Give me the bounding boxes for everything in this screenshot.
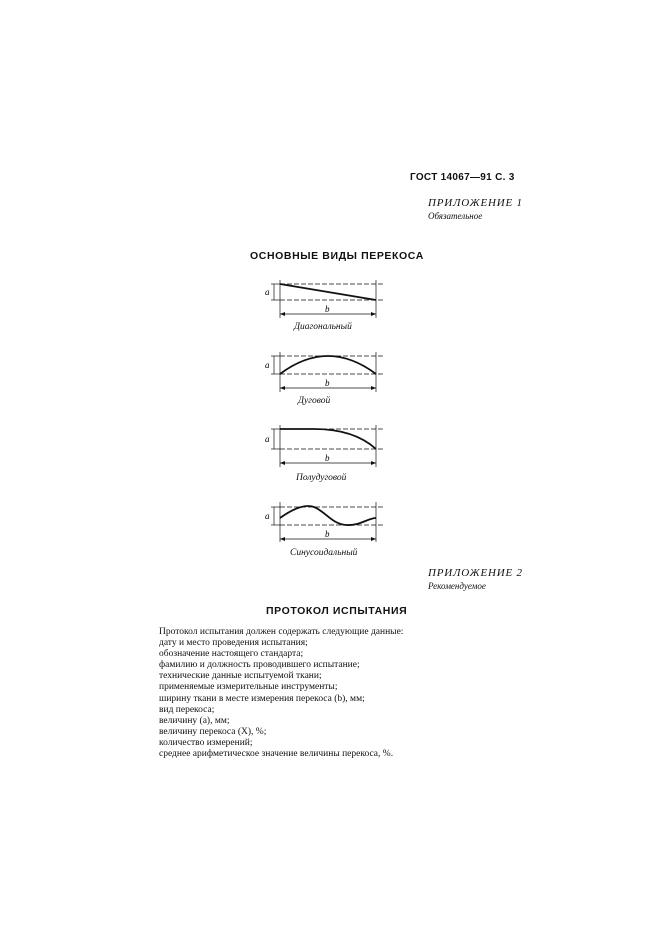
figure-2-label-a: a [265,360,270,370]
figure-4-caption: Синусоидальный [290,548,358,558]
section-title-skew-types: ОСНОВНЫЕ ВИДЫ ПЕРЕКОСА [250,250,424,262]
appendix-1-title: ПРИЛОЖЕНИЕ 1 [428,197,523,209]
section-title-test-protocol: ПРОТОКОЛ ИСПЫТАНИЯ [266,605,408,617]
protocol-line: дату и место проведения испытания; [159,638,308,649]
protocol-line: технические данные испытуемой ткани; [159,671,322,682]
appendix-2-subtitle: Рекомендуемое [428,581,486,591]
figure-diagonal [262,278,392,322]
protocol-line: фамилию и должность проводившего испытание; [159,660,360,671]
figure-4-label-a: a [265,511,270,521]
protocol-line: ширину ткани в месте измерения перекоса (b), мм; [159,693,365,704]
protocol-line: применяемые измерительные инструменты; [159,682,338,693]
protocol-line: количество измерений; [159,737,253,748]
figure-3-caption: Полудуговой [296,473,347,483]
figure-1-label-b: b [325,304,330,314]
appendix-1-subtitle: Обязательное [428,211,483,221]
figure-2-caption: Дуговой [298,396,331,406]
figure-arc [262,350,392,396]
protocol-line: величину (a), мм; [159,715,230,726]
figure-3-label-b: b [325,453,330,463]
figure-1-caption: Диагональный [294,322,352,332]
protocol-line: среднее арифметическое значение величины перекоса, %. [159,749,394,760]
figure-3-label-a: a [265,434,270,444]
protocol-line: обозначение настоящего стандарта; [159,649,304,660]
protocol-line: величину перекоса (X), %; [159,726,267,737]
figure-half-arc [262,425,392,471]
protocol-line: вид перекоса; [159,704,215,715]
figure-4-label-b: b [325,529,330,539]
protocol-list [159,627,459,760]
standard-header: ГОСТ 14067—91 С. 3 [410,172,515,183]
protocol-line: Протокол испытания должен содержать следующие данные: [159,627,404,637]
appendix-2-title: ПРИЛОЖЕНИЕ 2 [428,567,523,579]
figure-sinusoidal [262,500,392,546]
figure-2-label-b: b [325,378,330,388]
figure-1-label-a: a [265,287,270,297]
